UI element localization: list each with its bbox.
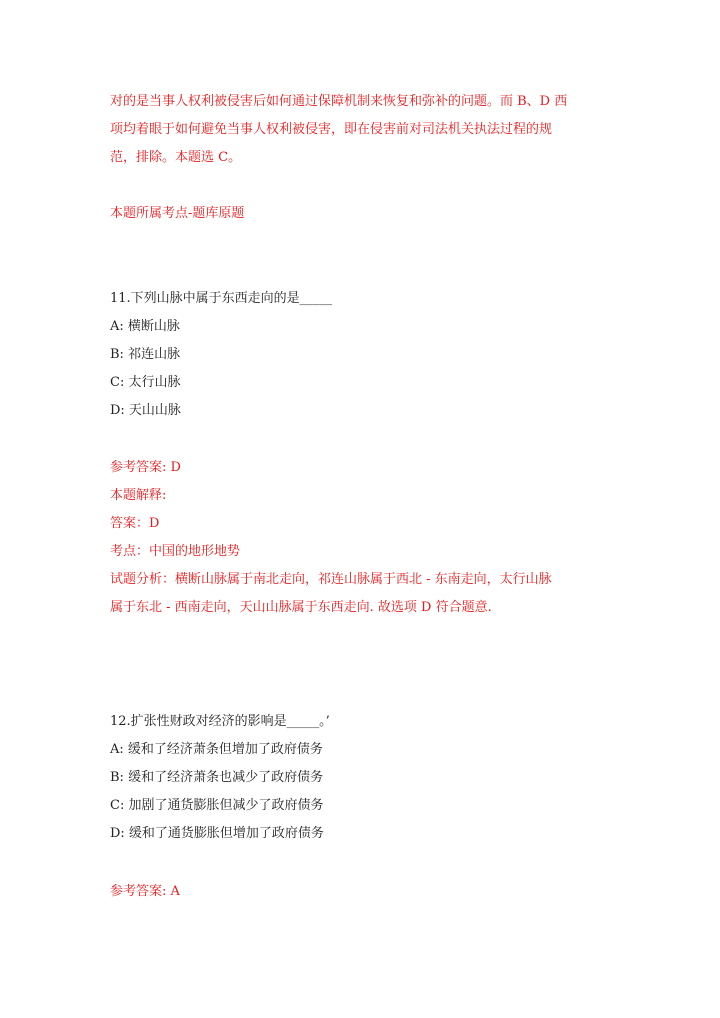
q11-analysis-line-1: 试题分析：横断山脉属于南北走向，祁连山脉属于西北 - 东南走向，太行山脉 bbox=[110, 572, 552, 587]
prev-explanation-line-3: 范，排除。本题选 C。 bbox=[110, 150, 242, 165]
q12-option-b: B: 缓和了经济萧条也减少了政府债务 bbox=[110, 770, 324, 785]
q11-answer: 答案：D bbox=[110, 516, 160, 531]
q11-reference-answer: 参考答案: D bbox=[110, 460, 181, 475]
q12-stem: 12.扩张性财政对经济的影响是_____。’ bbox=[110, 714, 330, 729]
prev-explanation-line-1: 对的是当事人权利被侵害后如何通过保障机制来恢复和弥补的问题。而 B、D 西 bbox=[110, 94, 568, 109]
q12-option-a: A: 缓和了经济萧条但增加了政府债务 bbox=[110, 742, 323, 757]
q11-explanation-header: 本题解释: bbox=[110, 488, 167, 503]
prev-explanation-line-2: 项均着眼于如何避免当事人权利被侵害，即在侵害前对司法机关执法过程的规 bbox=[110, 122, 553, 137]
q11-stem: 11.下列山脉中属于东西走向的是_____ bbox=[110, 291, 333, 306]
q11-option-b: B: 祁连山脉 bbox=[110, 347, 181, 362]
q11-analysis-line-2: 属于东北 - 西南走向，天山山脉属于东西走向. 故选项 D 符合题意. bbox=[110, 600, 492, 615]
q11-option-a: A: 横断山脉 bbox=[110, 319, 180, 334]
q11-option-d: D: 天山山脉 bbox=[110, 403, 181, 418]
q11-topic: 考点：中国的地形地势 bbox=[110, 544, 241, 559]
q11-option-c: C: 太行山脉 bbox=[110, 375, 181, 390]
q12-option-c: C: 加剧了通货膨胀但减少了政府债务 bbox=[110, 798, 324, 813]
q12-reference-answer: 参考答案: A bbox=[110, 884, 180, 899]
q12-option-d: D: 缓和了通货膨胀但增加了政府债务 bbox=[110, 826, 324, 841]
prev-question-source: 本题所属考点-题库原题 bbox=[110, 206, 245, 221]
